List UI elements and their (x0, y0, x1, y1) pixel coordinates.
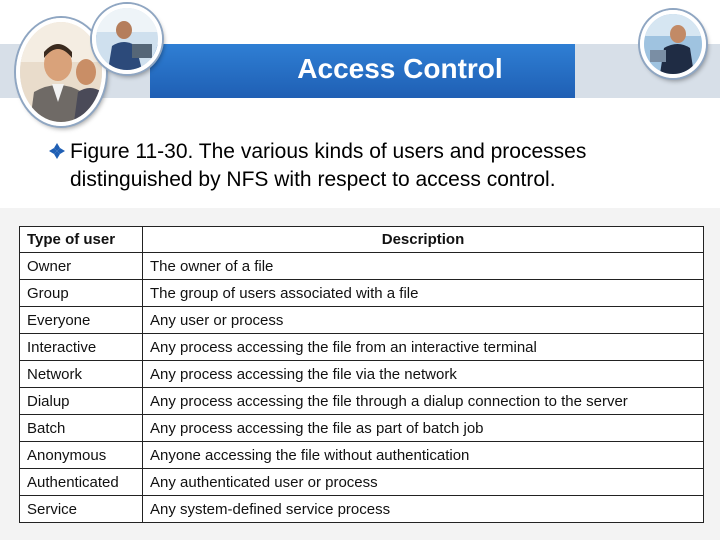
type-cell: Group (20, 280, 143, 307)
type-cell: Interactive (20, 334, 143, 361)
type-cell: Network (20, 361, 143, 388)
description-cell: Anyone accessing the file without authentication (143, 442, 704, 469)
bullet-text: Figure 11-30. The various kinds of users and processes distinguished by NFS with respect to access control. (70, 140, 587, 191)
description-cell: Any process accessing the file from an interactive terminal (143, 334, 704, 361)
type-cell: Owner (20, 253, 143, 280)
table-row (20, 280, 704, 307)
description-cell: Any user or process (143, 307, 704, 334)
type-cell: Service (20, 496, 143, 523)
type-cell: Everyone (20, 307, 143, 334)
user-types-table (19, 226, 704, 523)
slide-title: Access Control (297, 53, 503, 84)
table-row (20, 496, 704, 523)
table-row (20, 415, 704, 442)
table-row (20, 442, 704, 469)
description-cell: Any process accessing the file via the network (143, 361, 704, 388)
table-header-row (20, 227, 704, 253)
column-header-description: Description (143, 227, 704, 253)
type-cell: Dialup (20, 388, 143, 415)
description-cell: The group of users associated with a file (143, 280, 704, 307)
description-cell: Any system-defined service process (143, 496, 704, 523)
table-row (20, 334, 704, 361)
table-row (20, 469, 704, 496)
table-row (20, 307, 704, 334)
type-cell: Authenticated (20, 469, 143, 496)
type-cell: Batch (20, 415, 143, 442)
table-row (20, 253, 704, 280)
diamond-bullet-icon (48, 142, 66, 160)
column-header-type: Type of user (20, 227, 143, 253)
description-cell: Any authenticated user or process (143, 469, 704, 496)
table-row (20, 361, 704, 388)
type-cell: Anonymous (20, 442, 143, 469)
description-cell: The owner of a file (143, 253, 704, 280)
bullet-item (50, 138, 690, 194)
description-cell: Any process accessing the file through a dialup connection to the server (143, 388, 704, 415)
description-cell: Any process accessing the file as part of batch job (143, 415, 704, 442)
table-row (20, 388, 704, 415)
